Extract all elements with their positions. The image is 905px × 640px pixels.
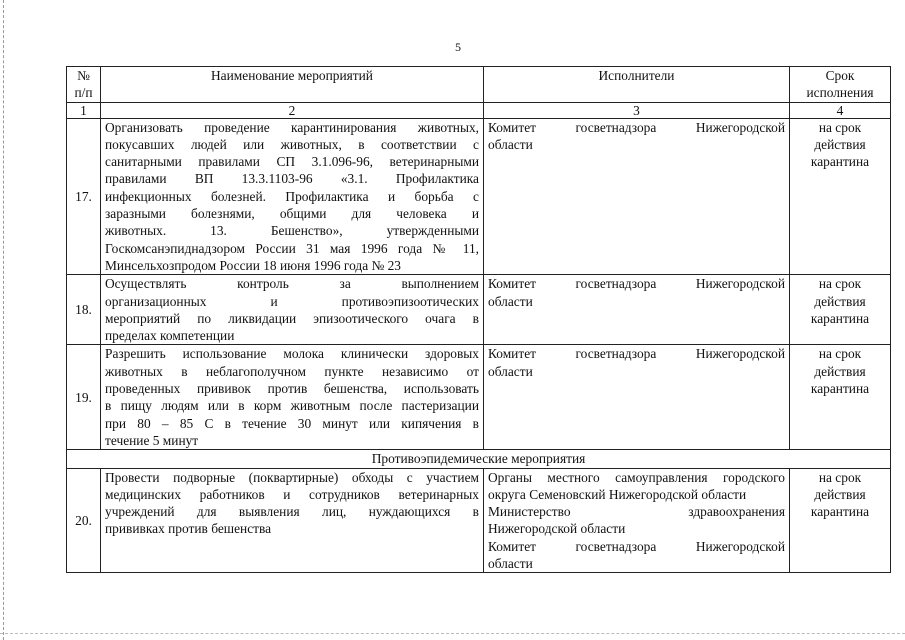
header-term: Срок исполнения — [790, 67, 891, 103]
section-title: Противоэпидемические мероприятия — [67, 450, 891, 468]
text-line: животных. 13. Бешенство», утвержденными — [105, 223, 479, 239]
executors-cell — [484, 468, 790, 573]
row-number: 18. — [67, 275, 101, 345]
term-cell: на срок действия карантина — [790, 275, 891, 345]
index-cell: 4 — [790, 102, 891, 118]
table-row — [67, 275, 891, 345]
executor-line: Комитет госветнадзора Нижегородской — [488, 119, 785, 135]
executor-line: области — [488, 136, 533, 152]
term-cell: на срок действия карантина — [790, 345, 891, 450]
text-line: Разрешить использование молока клинически здоровых — [105, 346, 479, 362]
header-row — [67, 67, 891, 103]
text-line: инфекционных болезней. Профилактика и борьба с — [105, 188, 479, 204]
text-line: учреждений для выявления лиц, нуждающихся в — [105, 504, 479, 520]
executor-line: округа Семеновский Нижегородской области — [488, 486, 747, 502]
text-line: медицинских работников и сотрудников ветеринарных — [105, 486, 479, 502]
text-line: мероприятий по ликвидации эпизоотического очага в — [105, 310, 479, 326]
text-line: животных в неблагополучном пункте независимо от — [105, 363, 479, 379]
executor-line: области — [488, 556, 533, 572]
header-name: Наименование мероприятий — [101, 67, 484, 103]
term-cell: на срок действия карантина — [790, 468, 891, 573]
header-executors: Исполнители — [484, 67, 790, 103]
header-num: № п/п — [67, 67, 101, 103]
row-number: 20. — [67, 468, 101, 573]
text-line: прививках против бешенства — [105, 521, 272, 537]
executor-line: Нижегородской области — [488, 521, 626, 537]
executors-cell — [484, 275, 790, 345]
section-row — [67, 450, 891, 468]
text-line: покусавших людей или животных, в соответствии с — [105, 136, 479, 152]
table-row — [67, 468, 891, 573]
executors-cell — [484, 118, 790, 275]
text-line: Минсельхозпродом России 18 июня 1996 года № 23 — [105, 257, 401, 273]
text-line: заразными болезнями, общими для человека и — [105, 206, 479, 222]
term-cell: на срок действия карантина — [790, 118, 891, 275]
table-row — [67, 118, 891, 275]
text-line: Госкомсанэпиднадзором России 31 мая 1996 года № 11, — [105, 240, 479, 256]
row-number: 19. — [67, 345, 101, 450]
row-number: 17. — [67, 118, 101, 275]
page-bottom-line — [0, 633, 905, 635]
text-line: Провести подворные (поквартирные) обходы с участием — [105, 469, 479, 485]
page-edge-line — [3, 0, 5, 640]
executor-line: Комитет госветнадзора Нижегородской — [488, 276, 785, 292]
text-line: течение 5 минут — [105, 432, 199, 448]
text-line: Организовать проведение карантинирования животных, — [105, 119, 479, 135]
text-line: санитарными правилами СП 3.1.096-96, ветеринарными — [105, 154, 479, 170]
text-line: организационных и противоэпизоотических — [105, 293, 479, 309]
executor-line: области — [488, 293, 533, 309]
measures-table — [66, 66, 891, 573]
text-line: правилами ВП 13.3.1103-96 «3.1. Профилактика — [105, 171, 479, 187]
executor-line: области — [488, 363, 533, 379]
measure-text — [101, 118, 484, 275]
text-line: Осуществлять контроль за выполнением — [105, 276, 479, 292]
measure-text — [101, 345, 484, 450]
executor-line: Комитет госветнадзора Нижегородской — [488, 538, 785, 554]
text-line: пределах компетенции — [105, 328, 235, 344]
executor-line: Органы местного самоуправления городского — [488, 469, 785, 485]
text-line: в пищу людям или в корм животным после пастеризации — [105, 398, 479, 414]
page-number: 5 — [455, 40, 461, 54]
index-cell: 2 — [101, 102, 484, 118]
executor-line: Комитет госветнадзора Нижегородской — [488, 346, 785, 362]
executor-line: Министерство здравоохранения — [488, 504, 785, 520]
text-line: при 80 – 85 С в течение 30 минут или кипячения в — [105, 415, 479, 431]
table-row — [67, 345, 891, 450]
index-row — [67, 102, 891, 118]
executors-cell — [484, 345, 790, 450]
measure-text — [101, 468, 484, 573]
measure-text — [101, 275, 484, 345]
index-cell: 1 — [67, 102, 101, 118]
index-cell: 3 — [484, 102, 790, 118]
text-line: проведенных прививок против бешенства, использовать — [105, 381, 479, 397]
